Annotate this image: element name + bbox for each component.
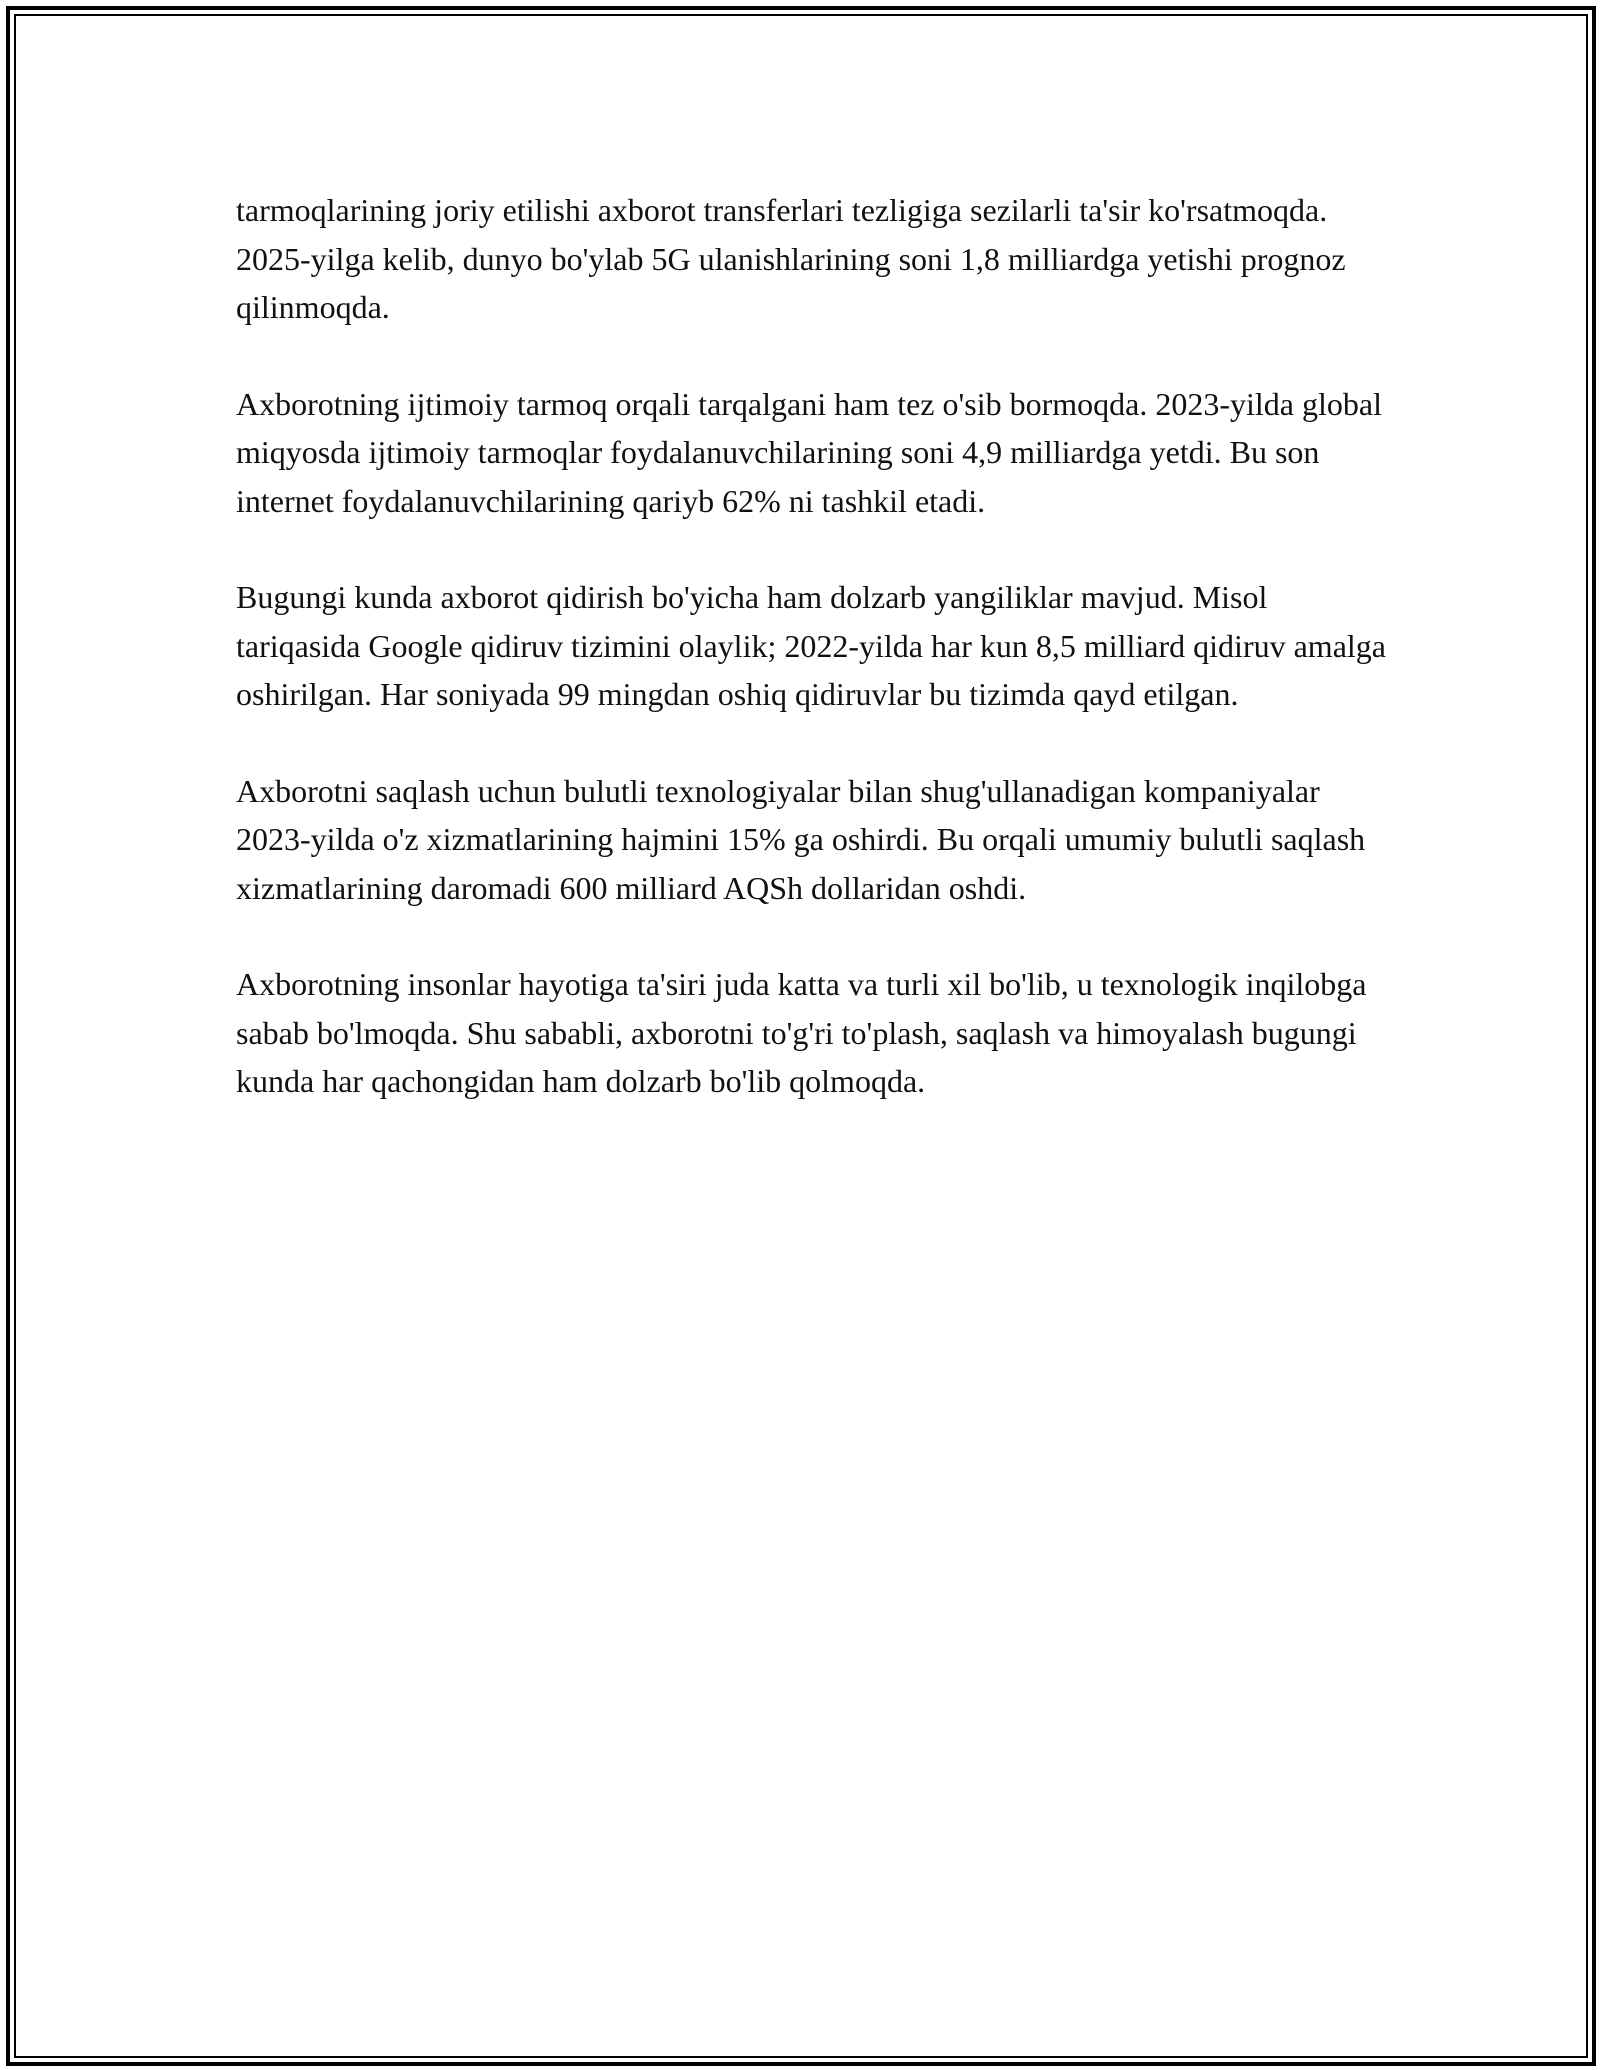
paragraph-5g-connections: tarmoqlarining joriy etilishi axborot transferlari tezligiga sezilarli ta'sir ko'rsatmoqda. 2025-yilga kelib, dunyo bo'ylab 5G ulanishlarining soni 1,8 milliardga yetishi prognoz qilinmoqda.: [236, 192, 1346, 325]
paragraph-conclusion: Axborotning insonlar hayotiga ta'siri juda katta va turli xil bo'lib, u texnologik inqilobga sabab bo'lmoqda. Shu sababli, axborotni to'g'ri to'plash, saqlash va himoyalash bugungi kunda har qachongidan ham dolzarb bo'lib qolmoqda.: [236, 966, 1367, 1099]
paragraph-social-networks: Axborotning ijtimoiy tarmoq orqali tarqalgani ham tez o'sib bormoqda. 2023-yilda global miqyosda ijtimoiy tarmoqlar foydalanuvchilarining soni 4,9 milliardga yetdi. Bu son internet foydalanuvchilarining qariyb 62% ni tashkil etadi.: [236, 385, 1382, 519]
document-body: [236, 186, 1386, 1106]
paragraph-cloud-storage: Axborotni saqlash uchun bulutli texnologiyalar bilan shug'ullanadigan kompaniyalar 2023-yilda o'z xizmatlarining hajmini 15% ga oshirdi. Bu orqali umumiy bulutli saqlash xizmatlarining daromadi 600 milliard AQSh dollaridan oshdi.: [236, 772, 1366, 906]
paragraph-search: Bugungi kunda axborot qidirish bo'yicha ham dolzarb yangiliklar mavjud. Misol tariqasida Google qidiruv tizimini olaylik; 2022-yilda har kun 8,5 milliard qidiruv amalga oshirilgan. Har soniyada 99 mingdan oshiq qidiruvlar bu tizimda qayd etilgan.: [236, 579, 1386, 712]
